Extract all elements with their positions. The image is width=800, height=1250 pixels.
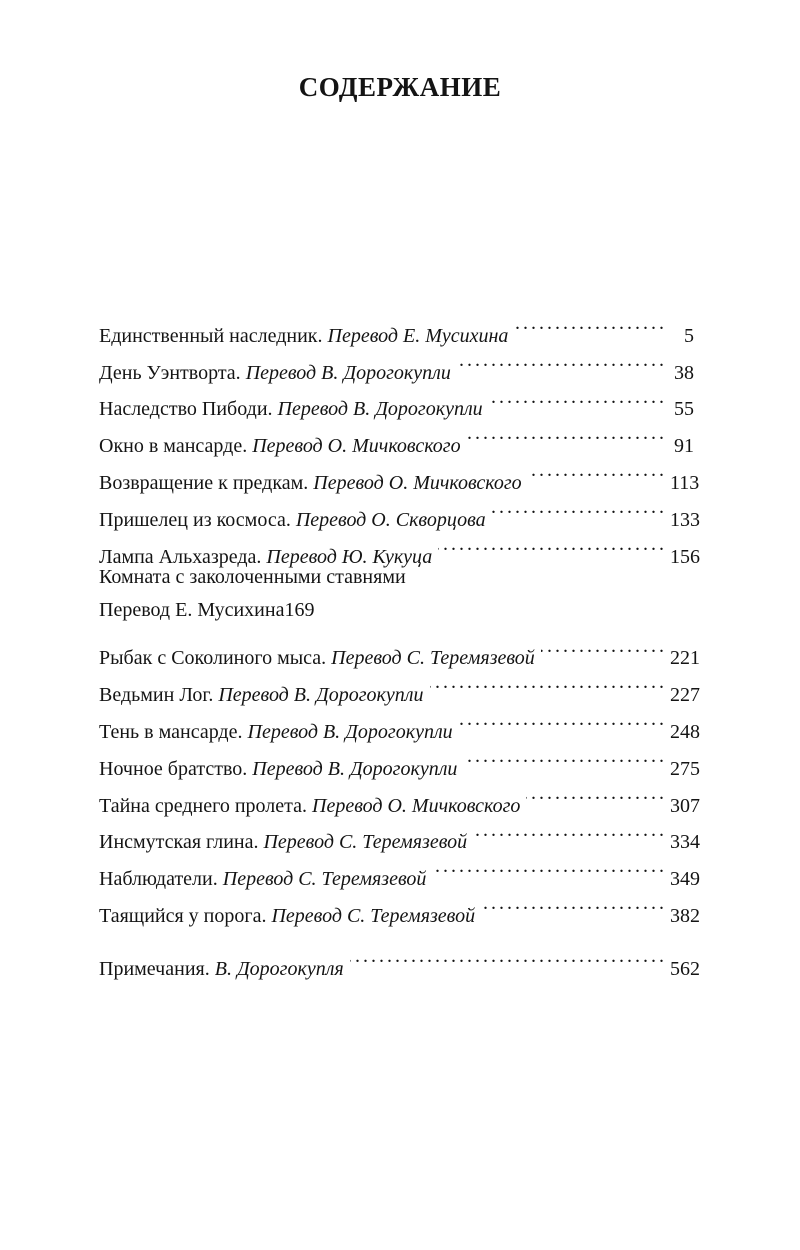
toc-entry-author: В. Дорогокупля <box>214 957 344 980</box>
toc-entry-translator: Перевод С. Теремязевой <box>331 647 535 670</box>
toc-entry-page: 562 <box>670 957 700 980</box>
toc-entry-title: Пришелец из космоса. <box>99 508 291 531</box>
toc-entry-title: Лампа Альхазреда. <box>99 545 262 568</box>
toc-entry-translator: Перевод В. Дорогокупли <box>277 398 483 421</box>
toc-entry-translator: Перевод Ю. Кукуца <box>266 545 433 568</box>
toc-entry-title: Единственный наследник. <box>99 324 323 347</box>
toc-entry-title: Тайна среднего пролета. <box>99 794 307 817</box>
toc-entry-title: Окно в мансарде. <box>99 435 248 458</box>
toc-entry-page: 133 <box>670 508 700 531</box>
toc-entry-page: 113 <box>670 471 700 494</box>
dot-leader <box>459 701 664 738</box>
toc-entry-translator: Перевод О. Мичковского <box>252 435 461 458</box>
toc-entry-page: 156 <box>670 545 700 568</box>
toc-entry-page: 248 <box>670 720 700 743</box>
toc-entry-title: Наследство Пибоди. <box>99 398 273 421</box>
dot-leader <box>514 305 664 342</box>
page-title: СОДЕРЖАНИЕ <box>298 72 502 102</box>
toc-entry-page: 38 <box>674 361 694 384</box>
dot-leader <box>541 628 664 665</box>
toc-entry-translator: Перевод В. Дорогокупли <box>218 684 424 707</box>
dot-leader <box>528 452 664 489</box>
toc-entry-page: 334 <box>670 831 700 854</box>
toc-entry-title: Комната с заколоченными ставнями <box>99 565 406 588</box>
toc-entry-page: 275 <box>670 757 700 780</box>
dot-leader <box>481 885 664 922</box>
toc-entry-translator: Перевод В. Дорогокупли <box>252 757 458 780</box>
toc-entry-title: Тень в мансарде. <box>99 720 243 743</box>
toc-entry-page: 5 <box>684 324 694 347</box>
toc-entry-page: 382 <box>670 904 700 927</box>
dot-leader <box>473 812 664 849</box>
toc-entry-page: 221 <box>670 647 700 670</box>
toc-entry-page: 55 <box>674 398 694 421</box>
toc-entry-translator: Перевод С. Теремязевой <box>222 868 427 891</box>
dot-leader <box>489 379 664 416</box>
toc-entry-translator: Перевод О. Скворцова <box>295 508 486 531</box>
toc-entry-page: 349 <box>670 868 700 891</box>
toc-entry[interactable] <box>99 305 694 347</box>
dot-leader <box>438 526 664 563</box>
toc-entry-title: Инсмутская глина. <box>99 831 259 854</box>
dot-leader <box>492 489 664 526</box>
toc-entry-title: Таящийся у порога. <box>99 904 267 927</box>
dot-leader <box>467 415 664 452</box>
toc-entry-page: 307 <box>670 794 700 817</box>
toc-entry-translator: Перевод С. Теремязевой <box>271 904 476 927</box>
toc-entry-notes[interactable] <box>99 938 700 980</box>
toc-entry-page: 227 <box>670 684 700 707</box>
toc-entry-title: Ночное братство. <box>99 757 248 780</box>
toc-entry-title: Наблюдатели. <box>99 868 218 891</box>
toc-entry-translator: Перевод О. Мичковского <box>312 794 521 817</box>
toc-entry-page: 91 <box>674 435 694 458</box>
dot-leader <box>457 342 664 379</box>
dot-leader <box>350 938 664 975</box>
toc-entry-title: Примечания. <box>99 957 210 980</box>
toc-entry-translator: Перевод О. Мичковского <box>313 471 522 494</box>
toc-entry[interactable] <box>99 628 700 670</box>
toc-entry-page: 169 <box>284 598 315 621</box>
dot-leader <box>463 738 664 775</box>
toc-entry-title: Возвращение к предкам. <box>99 471 309 494</box>
toc-entry-title: День Уэнтворта. <box>99 361 241 384</box>
table-of-contents <box>99 305 700 980</box>
dot-leader <box>526 775 664 812</box>
toc-entry-translator: Перевод В. Дорогокупли <box>247 720 453 743</box>
dot-leader <box>432 848 664 885</box>
toc-entry-title: Ведьмин Лог. <box>99 684 214 707</box>
toc-entry-translator: Перевод В. Дорогокупли <box>245 361 451 384</box>
toc-entry[interactable] <box>99 563 694 628</box>
toc-entry-translator: Перевод С. Теремязевой <box>263 831 468 854</box>
toc-entry-translator: Перевод Е. Мусихина <box>327 324 509 347</box>
toc-entry-title: Рыбак с Соколиного мыса. <box>99 647 327 670</box>
dot-leader <box>430 664 665 701</box>
toc-entry-translator: Перевод Е. Мусихина <box>99 598 285 621</box>
